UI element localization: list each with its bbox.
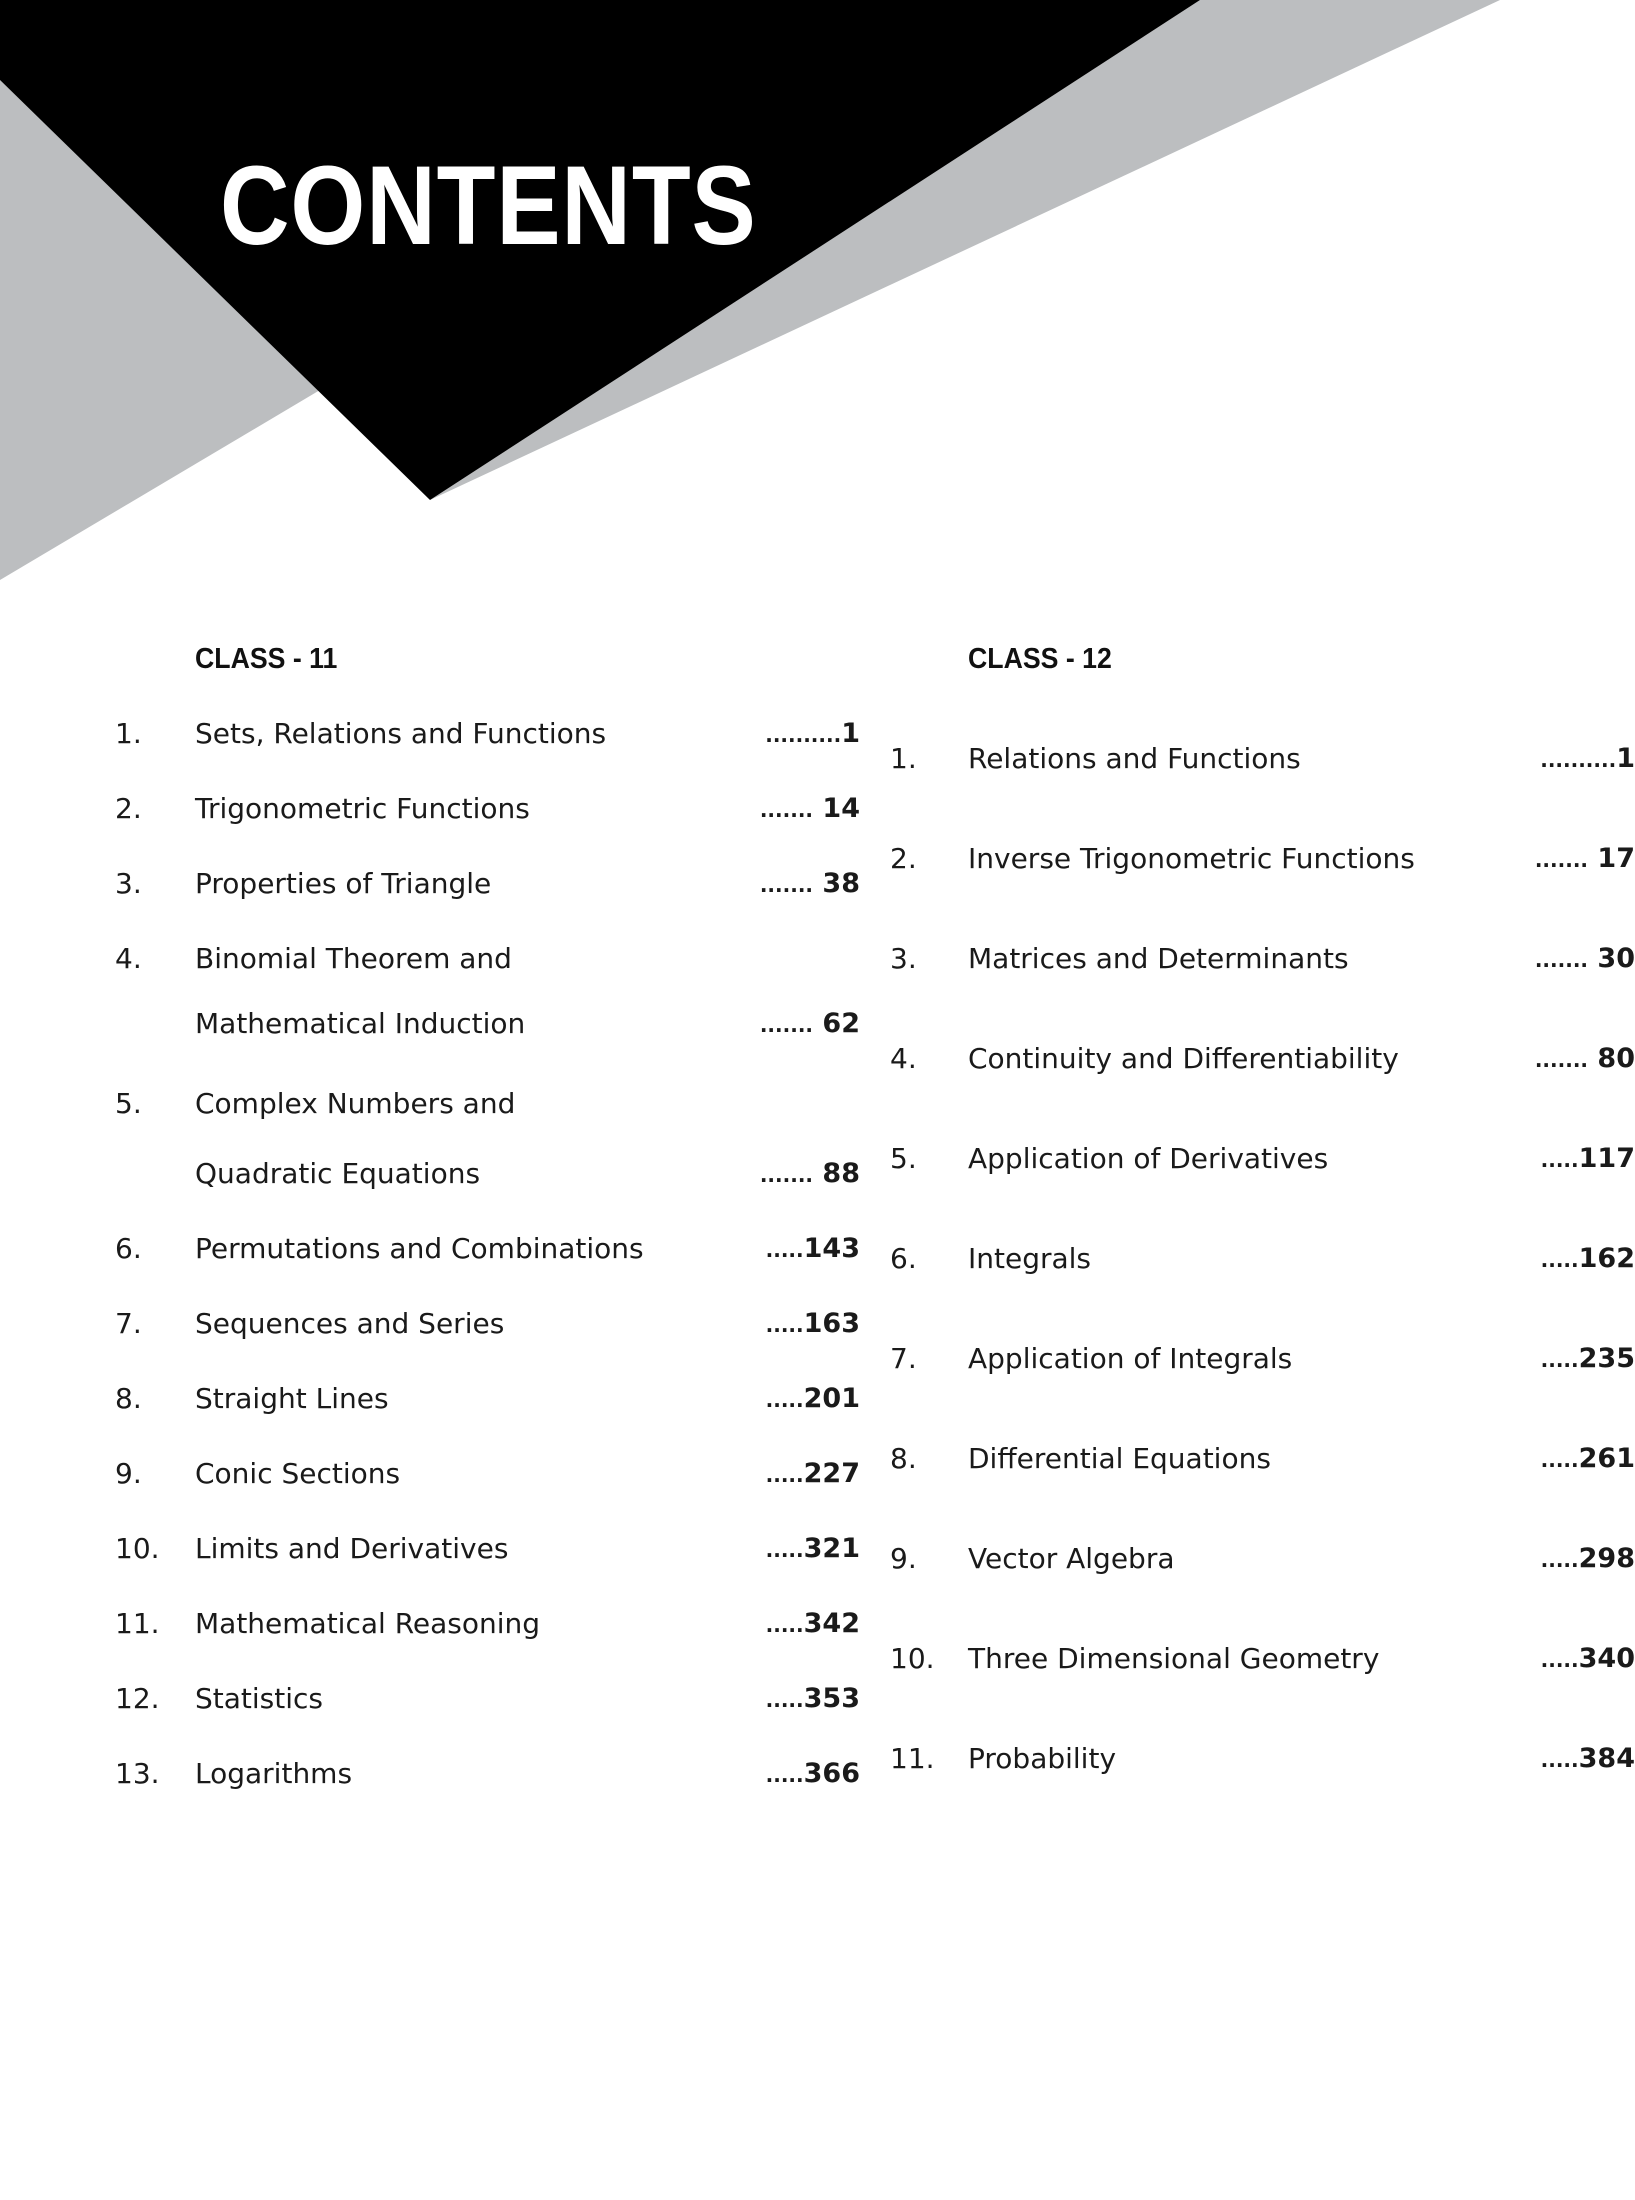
toc-entry-title: Vector Algebra xyxy=(968,1542,1175,1575)
page-number: 366 xyxy=(803,1758,860,1789)
toc-entry-number: 2. xyxy=(115,792,142,825)
toc-entry-title: Permutations and Combinations xyxy=(195,1232,644,1265)
page-number: 163 xyxy=(803,1308,860,1339)
toc-entry-page xyxy=(1435,1245,1635,1272)
toc-entry-page xyxy=(660,1310,860,1337)
toc-entry-number: 11. xyxy=(115,1607,160,1640)
toc-entry-title: Properties of Triangle xyxy=(195,867,492,900)
toc-entry-number: 5. xyxy=(115,1087,142,1120)
dot-leader: ..... xyxy=(1540,1248,1579,1272)
dot-leader: .......... xyxy=(765,723,842,747)
toc-entry-number: 4. xyxy=(115,942,142,975)
toc-entry-title-line1: Binomial Theorem and xyxy=(195,942,512,975)
toc-entry-page xyxy=(1435,745,1635,772)
dot-leader: ..... xyxy=(765,1388,804,1412)
toc-entry-title-line2: Quadratic Equations xyxy=(195,1157,481,1190)
toc-entry-number: 13. xyxy=(115,1757,160,1790)
page-number: 340 xyxy=(1578,1643,1635,1674)
toc-entry-title: Continuity and Differentiability xyxy=(968,1042,1399,1075)
toc-entry-page xyxy=(1435,1145,1635,1172)
toc-entry-number: 3. xyxy=(115,867,142,900)
dot-leader: ....... xyxy=(759,873,814,897)
toc-entry-title: Straight Lines xyxy=(195,1382,389,1415)
page-number: 38 xyxy=(822,868,860,899)
toc-entry-page xyxy=(1435,1445,1635,1472)
toc-entry-number: 6. xyxy=(890,1242,917,1275)
page-number: 201 xyxy=(803,1383,860,1414)
toc-entry-title: Inverse Trigonometric Functions xyxy=(968,842,1415,875)
toc-entry-page xyxy=(1435,945,1635,972)
page-number: 162 xyxy=(1578,1243,1635,1274)
dot-leader: ....... xyxy=(1534,948,1589,972)
toc-entry-page xyxy=(1435,1345,1635,1372)
page-number: 235 xyxy=(1578,1343,1635,1374)
toc-entry-title: Trigonometric Functions xyxy=(195,792,530,825)
page-number: 321 xyxy=(803,1533,860,1564)
toc-entry-page xyxy=(660,795,860,822)
dot-leader: ....... xyxy=(759,1013,814,1037)
dot-leader: ..... xyxy=(765,1313,804,1337)
toc-entry-title: Differential Equations xyxy=(968,1442,1271,1475)
toc-entry-number: 3. xyxy=(890,942,917,975)
page-title: CONTENTS xyxy=(220,143,757,268)
toc-entry-number: 4. xyxy=(890,1042,917,1075)
header-banner xyxy=(0,0,1630,600)
toc-entry-page xyxy=(660,870,860,897)
page-number: 117 xyxy=(1578,1143,1635,1174)
toc-entry-title: Matrices and Determinants xyxy=(968,942,1349,975)
page-number: 1 xyxy=(1616,743,1635,774)
page-number: 80 xyxy=(1597,1043,1635,1074)
toc-entry-title: Application of Integrals xyxy=(968,1342,1293,1375)
toc-entry-number: 7. xyxy=(115,1307,142,1340)
dot-leader: ..... xyxy=(1540,1448,1579,1472)
toc-entry-number: 5. xyxy=(890,1142,917,1175)
page-number: 17 xyxy=(1597,843,1635,874)
toc-entry-page xyxy=(660,1010,860,1037)
dot-leader: ..... xyxy=(1540,1648,1579,1672)
dot-leader: .......... xyxy=(1540,748,1617,772)
toc-entry-title: Application of Derivatives xyxy=(968,1142,1329,1175)
toc-entry-page xyxy=(660,720,860,747)
toc-entry-page xyxy=(660,1535,860,1562)
dot-leader: ..... xyxy=(765,1688,804,1712)
dot-leader: ..... xyxy=(765,1613,804,1637)
toc-entry-number: 9. xyxy=(115,1457,142,1490)
dot-leader: ..... xyxy=(1540,1148,1579,1172)
toc-entry-page xyxy=(1435,845,1635,872)
toc-entry-page xyxy=(660,1235,860,1262)
toc-entry-number: 1. xyxy=(115,717,142,750)
page-number: 30 xyxy=(1597,943,1635,974)
toc-entry-page xyxy=(1435,1745,1635,1772)
toc-entry-title-line2: Mathematical Induction xyxy=(195,1007,526,1040)
class12-heading: CLASS - 12 xyxy=(968,643,1112,675)
toc-entry-number: 6. xyxy=(115,1232,142,1265)
toc-entry-number: 9. xyxy=(890,1542,917,1575)
page-number: 14 xyxy=(822,793,860,824)
toc-entry-number: 10. xyxy=(890,1642,935,1675)
dot-leader: ..... xyxy=(1540,1348,1579,1372)
toc-entry-page xyxy=(1435,1545,1635,1572)
dot-leader: ..... xyxy=(765,1463,804,1487)
dot-leader: ..... xyxy=(1540,1548,1579,1572)
page-number: 1 xyxy=(841,718,860,749)
toc-entry-page xyxy=(660,1385,860,1412)
page-number: 261 xyxy=(1578,1443,1635,1474)
toc-entry-number: 12. xyxy=(115,1682,160,1715)
page-number: 143 xyxy=(803,1233,860,1264)
toc-entry-title: Three Dimensional Geometry xyxy=(968,1642,1380,1675)
toc-entry-number: 10. xyxy=(115,1532,160,1565)
dot-leader: ..... xyxy=(1540,1748,1579,1772)
dot-leader: ..... xyxy=(765,1763,804,1787)
toc-entry-title: Sequences and Series xyxy=(195,1307,505,1340)
dot-leader: ....... xyxy=(759,1163,814,1187)
toc-entry-title: Logarithms xyxy=(195,1757,353,1790)
toc-entry-title: Integrals xyxy=(968,1242,1092,1275)
toc-entry-number: 1. xyxy=(890,742,917,775)
toc-entry-number: 11. xyxy=(890,1742,935,1775)
toc-entry-title: Statistics xyxy=(195,1682,323,1715)
toc-entry-page xyxy=(660,1160,860,1187)
page-number: 227 xyxy=(803,1458,860,1489)
dot-leader: ..... xyxy=(765,1538,804,1562)
toc-entry-number: 8. xyxy=(115,1382,142,1415)
dot-leader: ....... xyxy=(759,798,814,822)
toc-entry-title: Relations and Functions xyxy=(968,742,1301,775)
toc-entry-page xyxy=(660,1460,860,1487)
toc-entry-title: Limits and Derivatives xyxy=(195,1532,509,1565)
toc-entry-title-line1: Complex Numbers and xyxy=(195,1087,516,1120)
page-number: 353 xyxy=(803,1683,860,1714)
toc-entry-page xyxy=(1435,1645,1635,1672)
toc-entry-page xyxy=(660,1685,860,1712)
toc-entry-title xyxy=(195,1087,516,1190)
dot-leader: ..... xyxy=(765,1238,804,1262)
page-number: 342 xyxy=(803,1608,860,1639)
toc-entry-page xyxy=(1435,1045,1635,1072)
page-number: 384 xyxy=(1578,1743,1635,1774)
toc-entry-title: Probability xyxy=(968,1742,1117,1775)
page-number: 298 xyxy=(1578,1543,1635,1574)
toc-entry-number: 2. xyxy=(890,842,917,875)
dot-leader: ....... xyxy=(1534,848,1589,872)
toc-entry-title: Mathematical Reasoning xyxy=(195,1607,541,1640)
page-number: 62 xyxy=(822,1008,860,1039)
toc-entry-title: Sets, Relations and Functions xyxy=(195,717,607,750)
toc-entry-number: 7. xyxy=(890,1342,917,1375)
toc-entry-title xyxy=(195,942,526,1040)
toc-entry-page xyxy=(660,1610,860,1637)
toc-entry-title: Conic Sections xyxy=(195,1457,401,1490)
page-number: 88 xyxy=(822,1158,860,1189)
dot-leader: ....... xyxy=(1534,1048,1589,1072)
toc-entry-number: 8. xyxy=(890,1442,917,1475)
class11-heading: CLASS - 11 xyxy=(195,643,338,675)
toc-entry-page xyxy=(660,1760,860,1787)
